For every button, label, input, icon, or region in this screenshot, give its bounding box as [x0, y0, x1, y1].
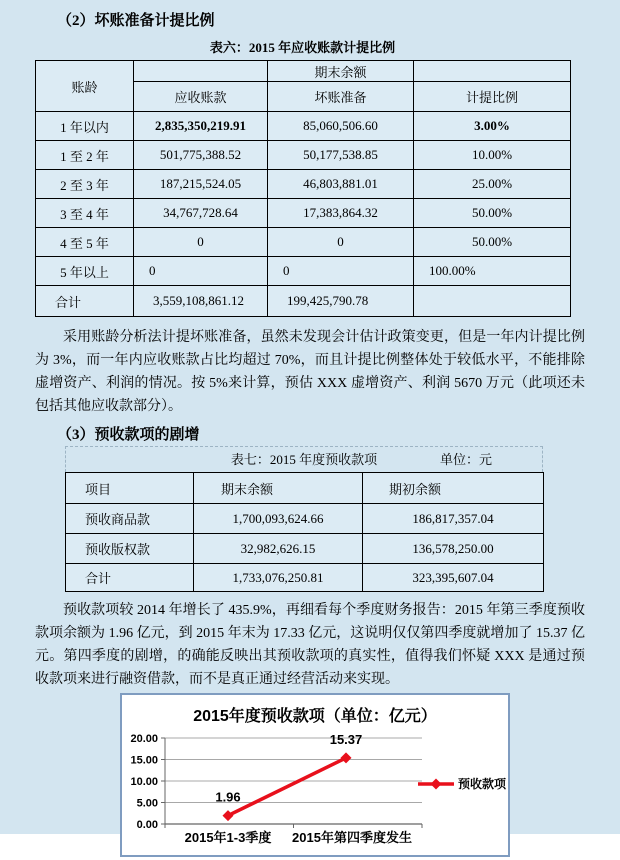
- table7-header-row: [66, 473, 544, 504]
- ending-cell: 1,700,093,624.66: [194, 504, 363, 534]
- table7-caption: [65, 446, 543, 472]
- paragraph-provision-analysis: 采用账龄分析法计提坏账准备，虽然未发现会计估计政策变更，但是一年内计提比例为 3%，而一年内应收账款占比均超过 70%，而且计提比例整体处于较低水平，不能排除虚增资产、利润的情况。按 5%来计算，预估 XXX 虚增资产、利润 5670 万元（此项还未包括其他应收款部分）。: [35, 330, 585, 414]
- table6-header-group: 期末余额: [268, 61, 414, 82]
- age-cell: 4 至 5 年: [36, 228, 134, 257]
- table7-total-row: [66, 564, 544, 592]
- provision-cell: 85,060,506.60: [268, 112, 414, 141]
- provision-cell: 0: [268, 257, 414, 286]
- beginning-cell: 323,395,607.04: [363, 564, 544, 592]
- y-tick-label: 15.00: [130, 754, 158, 767]
- chart-title: 2015年度预收款项（单位：亿元）: [193, 708, 437, 725]
- table6-header-receivable: 应收账款: [134, 82, 268, 112]
- legend-label: 预收款项: [458, 777, 507, 791]
- ratio-cell: 100.00%: [414, 257, 571, 286]
- table6-header-provision: 坏账准备: [268, 82, 414, 112]
- series-line: [228, 758, 346, 816]
- item-cell: 预收商品款: [66, 504, 194, 534]
- table6-header-ratio: 计提比例: [414, 82, 571, 112]
- table6-row: [36, 112, 571, 141]
- age-cell: 1 年以内: [36, 112, 134, 141]
- table6-header-age: 账龄: [36, 61, 134, 112]
- table7-row: [66, 504, 544, 534]
- ending-cell: 1,733,076,250.81: [194, 564, 363, 592]
- ratio-cell: 50.00%: [414, 228, 571, 257]
- ratio-cell: 10.00%: [414, 141, 571, 170]
- table6-bad-debt-provision: [35, 60, 571, 317]
- beginning-cell: 136,578,250.00: [363, 534, 544, 564]
- ratio-cell: 3.00%: [414, 112, 571, 141]
- table6-row: [36, 257, 571, 286]
- table7-header-ending: 期末余额: [194, 473, 363, 504]
- table7-header-beginning: 期初余额: [363, 473, 544, 504]
- data-label: 15.37: [329, 731, 363, 747]
- age-cell: 1 至 2 年: [36, 141, 134, 170]
- receivable-cell: 187,215,524.05: [134, 170, 268, 199]
- ratio-cell: [414, 286, 571, 317]
- table6-row: [36, 170, 571, 199]
- ratio-cell: 25.00%: [414, 170, 571, 199]
- beginning-cell: 186,817,357.04: [363, 504, 544, 534]
- ending-cell: 32,982,626.15: [194, 534, 363, 564]
- table6-total-row: [36, 286, 571, 317]
- provision-cell: 17,383,864.32: [268, 199, 414, 228]
- provision-cell: 0: [268, 228, 414, 257]
- provision-cell: 199,425,790.78: [268, 286, 414, 317]
- provision-cell: 50,177,538.85: [268, 141, 414, 170]
- data-point-marker: [341, 752, 352, 763]
- item-cell: 合计: [66, 564, 194, 592]
- x-category-label: 2015年第四季度发生: [292, 830, 412, 845]
- age-cell: 5 年以上: [36, 257, 134, 286]
- ratio-cell: 50.00%: [414, 199, 571, 228]
- receivable-cell: 0: [134, 257, 268, 286]
- receivable-cell: 501,775,388.52: [134, 141, 268, 170]
- table6-row: [36, 141, 571, 170]
- section-3-heading: （3）预收款项的剧增: [57, 427, 200, 443]
- chart-canvas: [122, 695, 508, 855]
- y-tick-label: 20.00: [130, 733, 158, 745]
- x-category-label: 2015年1-3季度: [184, 830, 272, 845]
- table7-advances: [65, 472, 544, 592]
- data-label: 1.96: [215, 789, 241, 805]
- advances-line-chart: [120, 693, 510, 857]
- y-tick-label: 0.00: [136, 819, 158, 831]
- section-2-heading: （2）坏账准备计提比例: [57, 13, 215, 29]
- table7-row: [66, 534, 544, 564]
- age-cell: 2 至 3 年: [36, 170, 134, 199]
- table6-title: 表六：2015 年应收账款计提比例: [209, 40, 396, 55]
- age-cell: 合计: [36, 286, 134, 317]
- table6-header-empty-right: [414, 61, 571, 82]
- receivable-cell: 3,559,108,861.12: [134, 286, 268, 317]
- y-tick-label: 5.00: [136, 797, 158, 810]
- receivable-cell: 34,767,728.64: [134, 199, 268, 228]
- receivable-cell: 0: [134, 228, 268, 257]
- table7-title: 表七：2015 年度预收款项: [230, 452, 378, 467]
- table7-header-item: 项目: [66, 473, 194, 504]
- paragraph-advances-analysis: 预收款项较 2014 年增长了 435.9%，再细看每个季度财务报告：2015 年第三季度预收款项余额为 1.96 亿元，到 2015 年末为 17.33 亿元，这说明仅仅第四季度就增加了 15.37 亿元。第四季度的剧增，的确能反映出其预收款项的真实性，值得我们怀疑 XXX 是通过预收款项来进行融资借款，而不是真正通过经营活动来实现。: [35, 603, 585, 687]
- age-cell: 3 至 4 年: [36, 199, 134, 228]
- item-cell: 预收版权款: [66, 534, 194, 564]
- table6-row: [36, 199, 571, 228]
- table6-row: [36, 228, 571, 257]
- table7-unit-label: 单位：元: [439, 452, 492, 467]
- table6-header-row-1: [36, 61, 571, 82]
- y-tick-label: 10.00: [130, 776, 158, 788]
- data-point-marker: [223, 810, 234, 821]
- table6-header-empty-left: [134, 61, 268, 82]
- receivable-cell: 2,835,350,219.91: [134, 112, 268, 141]
- provision-cell: 46,803,881.01: [268, 170, 414, 199]
- legend-marker: [431, 779, 442, 790]
